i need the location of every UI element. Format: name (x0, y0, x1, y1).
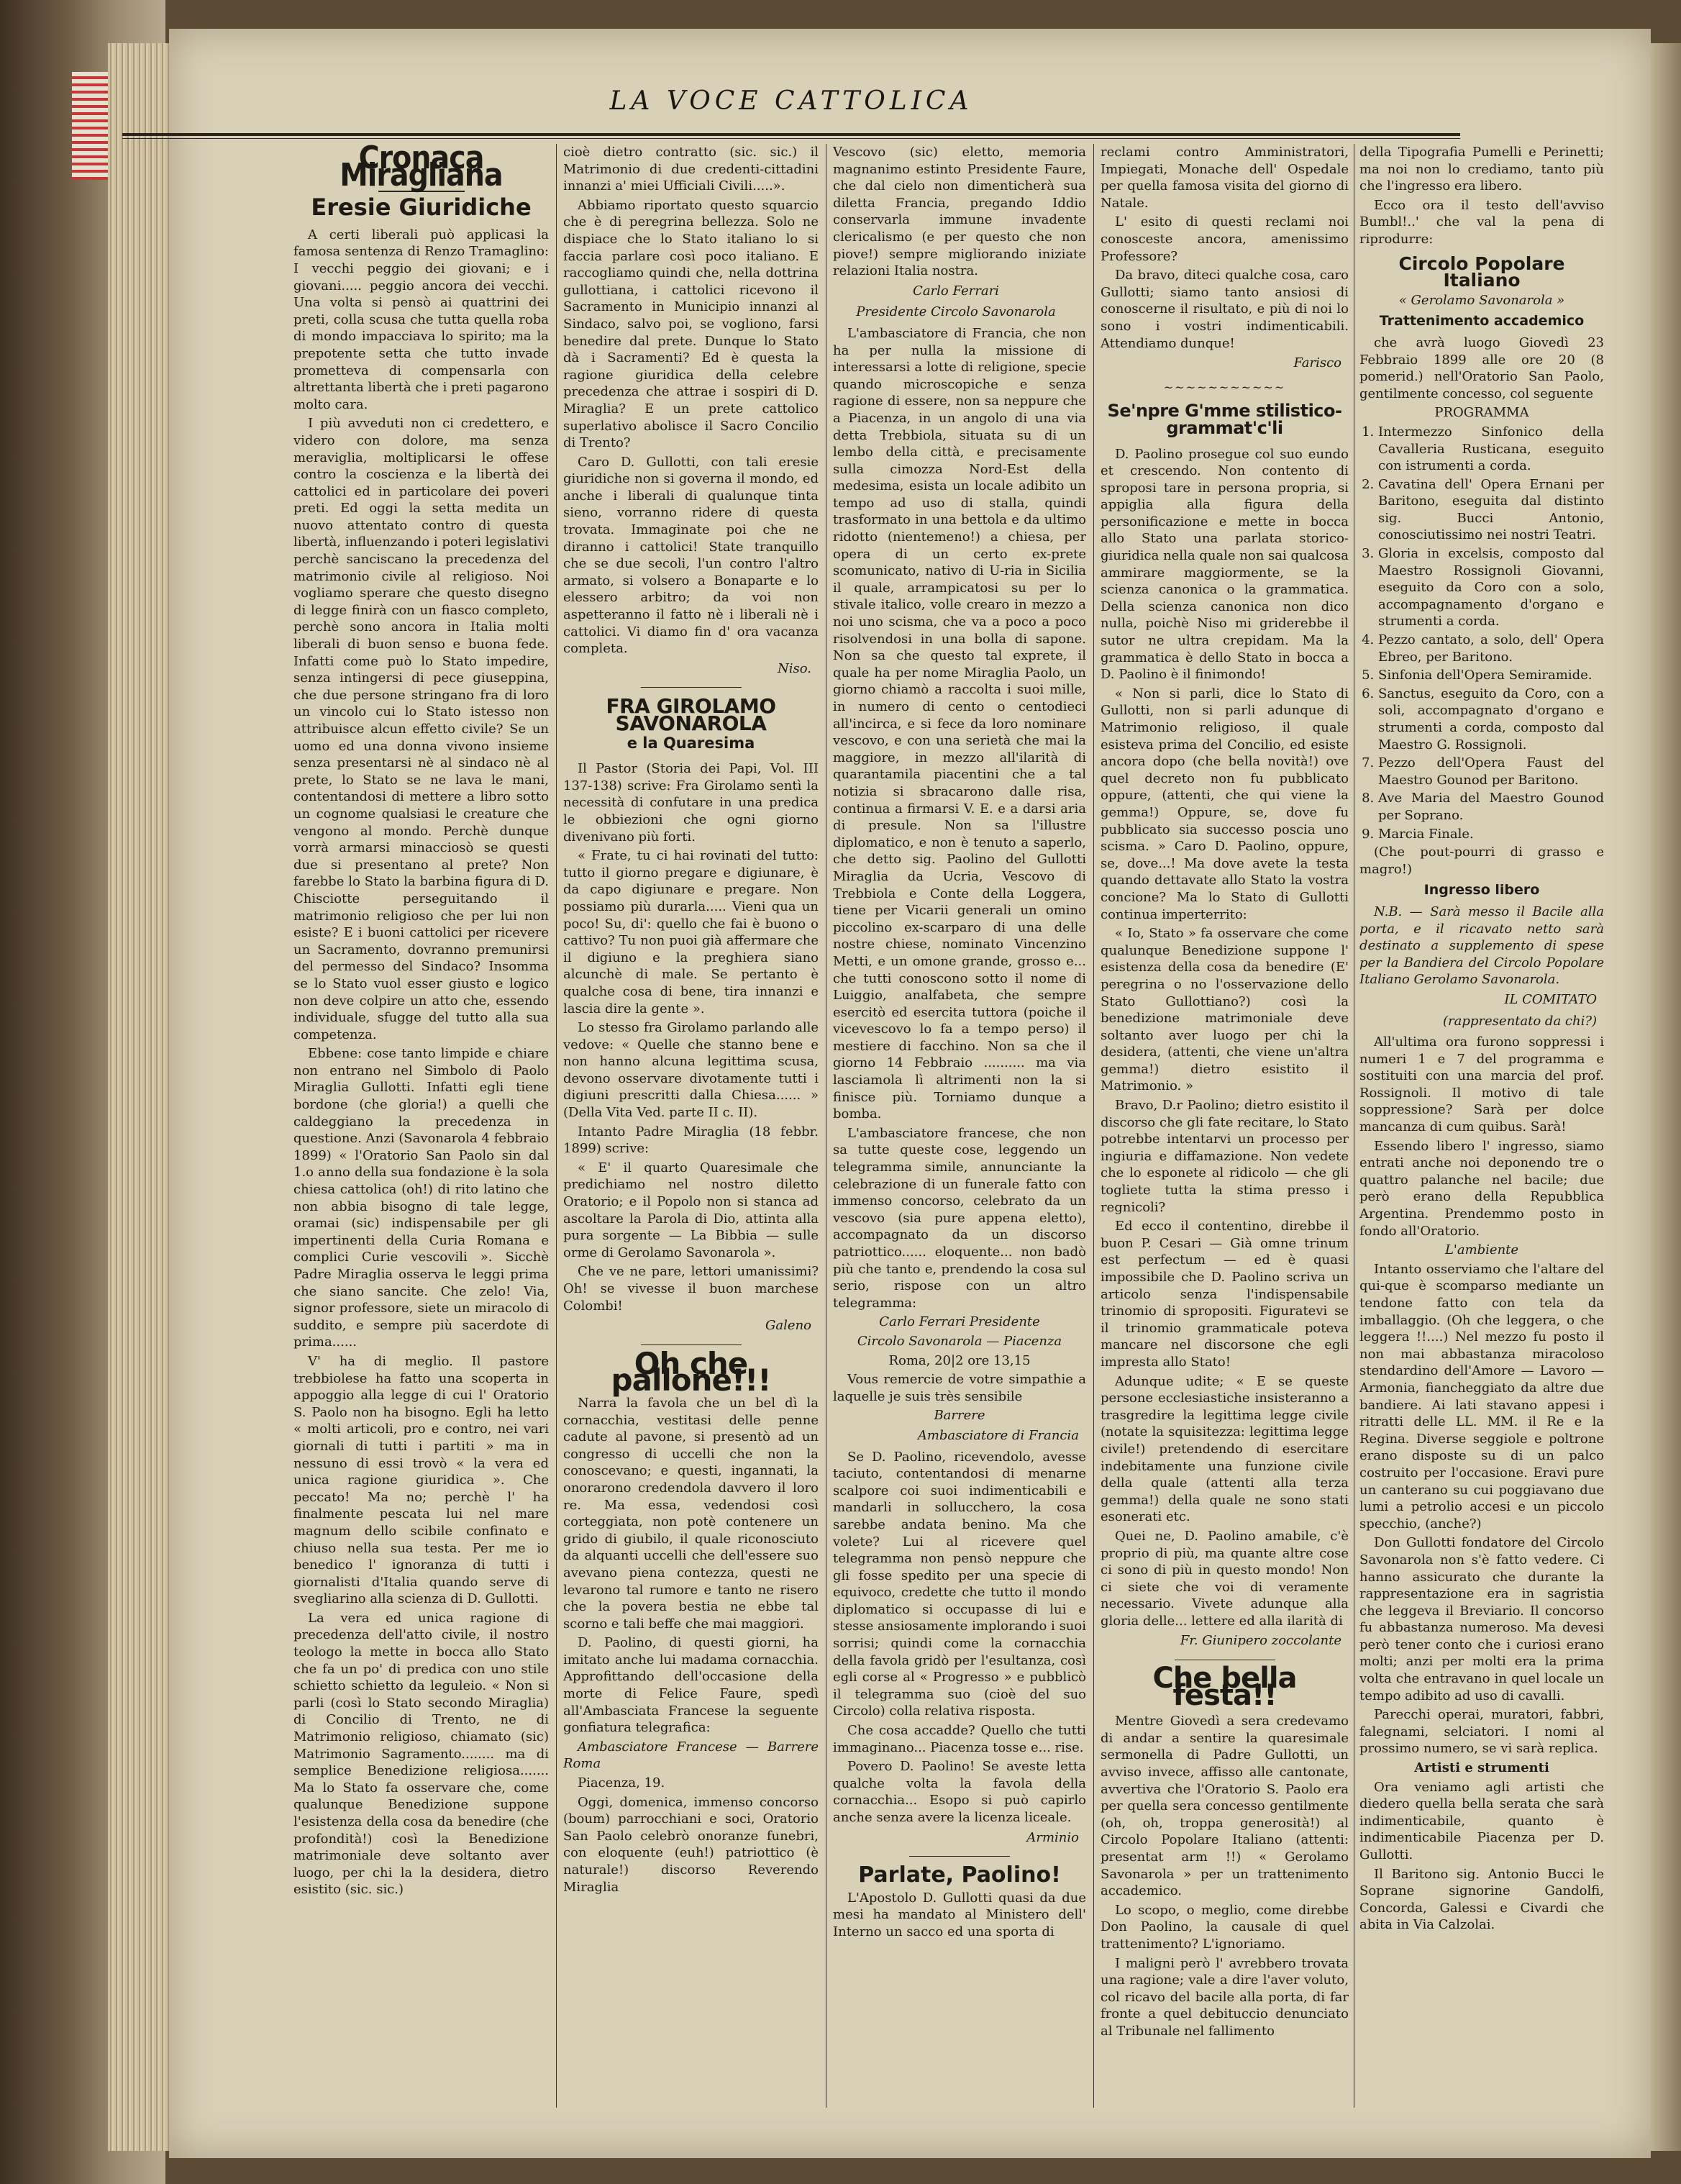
program-item: 7. Pezzo dell'Opera Faust del Maestro Gounod per Baritono. (1378, 755, 1604, 788)
paragraph: Narra la favola che un bel dì la cornacchia, vestitasi delle penne cadute al pavone, si presentò ad un congresso di uccelli che non la conoscevano; e questi, ingannati, la onorarono credendola davvero il loro re. Ma essa, vedendosi così corteggiata, non potè contenere un grido di giubilo, il quale riconosciuto da alquanti uccelli che dell'essere suo avevano piena contezza, questi ne levarono tal rumore e tanto ne risero che la povera bestia ne ebbe tal scorno e tali beffe che mai maggiori. (563, 1395, 819, 1632)
paragraph: L'ambasciatore francese, che non sa tutte queste cose, leggendo un telegramma simile, annunciante la celebrazione di un funerale fatto con immenso concorso, celebrato da un vescovo (sia pure appena eletto), accompagnato da un discorso patriottico...... eloquente... non badò più che tanto e, prendendo la cosa sul serio, rispose con un altro telegramma: (833, 1125, 1086, 1311)
paragraph: Adunque udite; « E se queste persone ecclesiastiche insisteranno a trasgredire la legittima legge civile (notate la squisitezza: legittima legge civile!) pretendendo di esercitare indebitamente una funzione civile della quale (attenti alla terza gemma!) della quale ne sono stati esonerati etc. (1101, 1373, 1349, 1525)
paragraph: D. Paolino prosegue col suo eundo et crescendo. Non contento di sproposi tare in persona propria, si appiglia alla figura della personificazione e mette in bocca allo Stato una parlata storico-giuridica nella quale non sai qualcosa ammirare maggiormente, se la scienza canonica o la grammatica. Della scienza canonica non dico nulla, poichè Niso mi griderebbe il sutor ne ultra crepidam. Ma la grammatica è dello Stato in bocca a D. Paolino è il finimondo! (1101, 446, 1349, 683)
paragraph: Lo stesso fra Girolamo parlando alle vedove: « Quelle che stanno bene e non hanno alcuna legittima scusa, devono osservare divotamente tutti i digiuni prescritti dalla Chiesa...... » (Della Vita Ved. parte II c. II). (563, 1020, 819, 1121)
article-title: Cronaca Miragliana (340, 144, 503, 194)
telegram-line: Circolo Savonarola — Piacenza (857, 1333, 1062, 1349)
telegram-address: Ambasciatore Francese — Barrere Roma (563, 1739, 819, 1772)
article-subtitle: Eresie Giuridiche (311, 194, 532, 222)
paragraph: Povero D. Paolino! Se aveste letta qualche volta la favola della cornacchia... Esopo si può capirlo anche senza avere la licenza liceale. (833, 1759, 1086, 1825)
article-title: Oh che pallone!!! (611, 1345, 771, 1398)
program-list (1359, 424, 1604, 842)
article-title: Che bella festa!! (1152, 1662, 1297, 1712)
paragraph: I più avveduti non ci credettero, e videro con dolore, ma senza meraviglia, moltiplicarsi le offese contro la coscienza e la libertà dei cattolici ed in particolare dei poveri preti. Ed oggi la setta medita un nuovo attentato contro di questa libertà, influenzando i poteri legislativi perchè sanciscano la precedenza del matrimonio civile al religioso. Noi vogliamo sperare che questo disegno di legge finirà con un fiasco completo, perchè sono ancora in Italia molti liberali di buon senso e buona fede. Infatti come può lo Stato impedire, senza intingersi di pece giuseppina, che due persone stringano fra di loro un vincolo cui lo Stato istesso non attribuisce alcun effetto civile? Se un uomo ed una donna vivono insieme senza presentarsi nè al sindaco nè al prete, lo Stato se ne lava le mani, contentandosi di mettere a libro sotto un cognome qualsiasi le creature che vengono al mondo. Perchè dunque vorrà armarsi minacciosò se questi due si presentano al prete? Non farebbe lo Stato la barbina figura di D. Chisciotte perseguitando il matrimonio religioso che per lui non esiste? E i buoni cattolici per ricevere un Sacramento, dovranno premunirsi del permesso del Sindaco? Insomma se lo Stato vuol esser giusto e logico non deve colpire un atto che, essendo individuale, sfugge del tutto alla sua competenza. (293, 416, 549, 1042)
paragraph: N.B. — Sarà messo il Bacile alla porta, e il ricavato netto sarà destinato a supplemento di spese per la Bandiera del Circolo Popolare Italiano Gerolamo Savonarola. (1359, 904, 1604, 988)
column-4 (1101, 144, 1349, 2108)
paragraph: I maligni però l' avrebbero trovata una ragione; vale a dire l'aver voluto, col ricavo del bacile alla porta, di far fronte a quel debituccio denunciato al Tribunale nel fallimento (1101, 1955, 1349, 2039)
page-edges (108, 43, 173, 2151)
paragraph: Bravo, D.r Paolino; dietro esistito il discorso che gli fate recitare, lo Stato potrebbe intentarvi un processo per ingiuria e diffamazione. Non vedete che lo esponete al ridicolo — che gli togliete tutta la stima presso i regnicoli? (1101, 1098, 1349, 1215)
paragraph: Intanto osserviamo che l'altare del qui-que è scomparso mediante un tendone fatto con tela da imballaggio. (Oh che leggera, o che leggera !!....) Nel mezzo fu posto il non mai abbastanza miracoloso stendardino dell'Amore — Lavoro — Armonia, fiancheggiato da altre due bandiere. Ai lati stavano appesi i ritratti delle LL. MM. il Re e la Regina. Diverse seggiole e poltrone erano disposte su di un palco costruito per l'occasione. Eravi pure un canterano su cui poggiavano due lumi a petrolio accesi e un piccolo specchio, (anche?) (1359, 1261, 1604, 1532)
paragraph: Quei ne, D. Paolino amabile, c'è proprio di più, ma quante altre cose ci sono di più in questo mondo! Non ci siete che voi di veramente necessario. Vivete adunque alla gloria delle... lettere ed alla ilarità di (1101, 1528, 1349, 1629)
article-title: FRA GIROLAMO SAVONAROLA (606, 694, 776, 735)
paragraph: Vescovo (sic) eletto, memoria magnanimo estinto Presidente Faure, che dal cielo non dimenticherà sua diletta Francia, pregando Iddio conservarla immune invadente clericalismo (e per questo che non piove!) sempre migliorando iniziate relazioni Italia nostra. (833, 145, 1086, 279)
signature: Carlo Ferrari (913, 283, 999, 299)
notice-title: Circolo Popolare Italiano (1398, 252, 1565, 291)
signature-title: Presidente Circolo Savonarola (856, 304, 1056, 320)
paragraph: Lo scopo, o meglio, come direbbe Don Paolino, la causale di quel trattenimento? L'ignoriamo. (1101, 1902, 1349, 1952)
paragraph: Essendo libero l' ingresso, siamo entrati anche noi deponendo tre o quattro palanche nel bacile; due però erano della Repubblica Argentina. Prendemmo posto in fondo all'Oratorio. (1359, 1138, 1604, 1239)
program-title: PROGRAMMA (1434, 405, 1529, 421)
paragraph: Da bravo, diteci qualche cosa, caro Gullotti; siamo tanto ansiosi di conoscerne il risultato, e più di noi lo sono i vostri indimenticabili. Attendiamo dunque! (1101, 268, 1349, 351)
paragraph: Ecco ora il testo dell'avviso Bumbl!..' che val la pena di riprodurre: (1359, 197, 1604, 247)
column-rule (556, 144, 557, 2108)
article-title: Parlate, Paolino! (858, 1862, 1061, 1888)
program-item: 3. Gloria in excelsis, composto dal Maestro Rossignoli Giovanni, eseguito da Coro con a solo, accompagnamento d'organo e strumenti a corda. (1378, 545, 1604, 630)
paragraph: Se D. Paolino, ricevendolo, avesse taciuto, contentandosi di menarne scalpore coi suoi indimenticabili e mandarli in sollucchero, la cosa sarebbe andata benino. Ma che volete? Lui al ricevere quel telegramma non pensò neppure che gli fosse spedito per una specie di equivoco, credette che tutto il mondo diplomatico si occupasse di lui e stesse ansiosamente implorando i suoi sorrisi; quindi come la cornacchia della favola gridò per l'esultanza, così egli corse al « Progresso » e pubblicò il telegramma suo (cioè del suo Circolo) colla relativa risposta. (833, 1449, 1086, 1719)
paragraph: Intanto Padre Miraglia (18 febbr. 1899) scrive: (563, 1124, 819, 1157)
paragraph: Ed ecco il contentino, direbbe il buon P. Cesari — Già omne trinum est perfectum — ed è quasi impossibile che D. Paolino scriva un articolo senza l'indispensabile trinomio di spropositi. Figuratevi se il trinomio grammaticale poteva mancare nel discorsone che egli impresta allo Stato! (1101, 1219, 1349, 1370)
paragraph: Che ve ne pare, lettori umanissimi? Oh! se vivesse il buon marchese Colombi! (563, 1264, 819, 1314)
paragraph: « Non si parli, dice lo Stato di Gullotti, non si parli adunque di Matrimonio religioso, il quale esisteva prima del Concilio, ed esiste ancora dopo (che bella novità!) ove quel decreto non fu pubblicato oppure, (attenti, che qui viene la gemma!) Oppure, se, dove fu pubblicato sia successo poscia uno scisma. » Caro D. Paolino, oppure, se, dove...! Ma dove avete la testa quando dettavate allo Stato la vostra concione? Ma lo Stato di Gullotti continua imperterrito: (1101, 686, 1349, 922)
paragraph: La vera ed unica ragione di precedenza dell'atto civile, il nostro teologo la mette in bocca allo Stato che fa un po' di predica con uno stile schietto schietto da leguleio. « Non si parli (così lo Stato secondo Miraglia) di Concilio di Trento, ne di Matrimonio religioso, chiamato (sic) Matrimonio Sagramento........ ma di semplice Benedizione religiosa....... Ma lo Stato fa osservare che, come qualunque Benedizione suppone l'esistenza della cosa da benedire (che profondità!) così la Benedizione matrimoniale deve soltanto aver luogo, per chi la la desidera, dietro esistito (sic. sic.) (293, 1610, 549, 1898)
telegram-line: Carlo Ferrari Presidente (879, 1314, 1040, 1330)
section-heading: Ingresso libero (1423, 882, 1540, 898)
paragraph: All'ultima ora furono soppressi i numeri 1 e 7 del programma e sostituiti con una marcia del prof. Rossignoli. Il motivo di tale soppressione? Sarà per dolce mancanza di cum quibus. Sarà! (1359, 1034, 1604, 1135)
section-heading: Artisti e strumenti (1414, 1760, 1549, 1776)
program-item: 2. Cavatina dell' Opera Ernani per Baritono, eseguita dal distinto sig. Bucci Antonio, conosciutissimo nei nostri Teatri. (1378, 476, 1604, 544)
signature: IL COMITATO (1504, 991, 1597, 1007)
section-heading: L'ambiente (1444, 1242, 1519, 1258)
signature: Arminio (1026, 1829, 1079, 1845)
telegram-line: Roma, 20|2 ore 13,15 (888, 1352, 1031, 1368)
program-item: 9. Marcia Finale. (1378, 826, 1604, 843)
article-subtitle: e la Quaresima (627, 734, 755, 752)
paragraph: Che cosa accadde? Quello che tutti immaginano... Piacenza tosse e... rise. (833, 1723, 1086, 1755)
paragraph: Il Baritono sig. Antonio Bucci le Soprane signorine Gandolfi, Concorda, Galessi e Civardi che abita in Via Calzolai. (1359, 1866, 1604, 1933)
paragraph: che avrà luogo Giovedì 23 Febbraio 1899 alle ore 20 (8 pomerid.) nell'Oratorio San Paolo, gentilmente concesso, col seguente (1359, 335, 1604, 401)
paragraph: « Io, Stato » fa osservare che come qualunque Benedizione suppone l' esistenza della cosa da benedire (E' peregrina o no l'osservazione dello Stato Gullottiano?) così la benedizione matrimoniale deve soltanto aver luogo per chi la desidera, (attenti, che viene un'altra gemma!) dietro esistito il Matrimonio. » (1101, 926, 1349, 1094)
telegram-line: Vous remercie de votre simpathie a laquelle je suis très sensibile (833, 1372, 1086, 1404)
paragraph: V' ha di meglio. Il pastore trebbiolese ha fatto una scoperta in appoggio alla legge di cui l' Oratorio S. Paolo non ha bisogno. Egli ha letto « molti articoli, pro e contro, nei vari giornali di tutti i partiti » ma in nessuno di essi trovò « la vera ed unica ragione giuridica ». Che peccato! Ma no; perchè l' ha finalmente pescata lui nel mare magnum dello scibile confinato e chiuso nella sua testa. Per me io benedico l' ignoranza di tutti i giornalisti d'Italia quando serve di svegliarino alla scienza di D. Gullotti. (293, 1353, 549, 1607)
divider (909, 1856, 1010, 1857)
column-2 (563, 144, 819, 2108)
paragraph: Il Pastor (Storia dei Papi, Vol. III 137-138) scrive: Fra Girolamo sentì la necessità di confutare in una predica le obbiezioni che ogni giorno divenivano più forti. (563, 761, 819, 845)
paragraph: « E' il quarto Quaresimale che predichiamo nel nostro diletto Oratorio; e il Popolo non si stanca ad ascoltare la Parola di Dio, attinta alla pura sorgente — La Bibbia — sulle orme di Gerolamo Savonarola ». (563, 1160, 819, 1260)
paragraph: Ora veniamo agli artisti che diedero quella bella serata che sarà indimenticabile, quanto è indimenticabile Piacenza per D. Gullotti. (1359, 1779, 1604, 1862)
telegram-place: Piacenza, 19. (578, 1775, 665, 1791)
program-item: 6. Sanctus, eseguito da Coro, con a soli, accompagnato d'organo e strumenti a corda, composto dal Maestro G. Rossignoli. (1378, 686, 1604, 753)
paragraph: L'ambasciatore di Francia, che non ha per nulla la missione di interessarsi a lotte di religione, specie quando microscopiche e senza ragione di essere, non sa neppure che a Piacenza, in un angolo di una via detta Trebbiola, situata su di un lembo della città, e precisamente sulla cimozza Nord-Est della medesima, esista un locale adibito un tempo ad uso di stalla, quindi trasformato in una bettola e da ultimo ridotto (nientemeno!) a chiesa, per opera di un certo ex-prete scomunicato, nativo di U-ria in Sicilia il quale, arrampicatosi su per lo stivale italico, volle crearo in mezzo a noi uno scisma, che va a poco a poco risolvendosi in una bolla di sapone. Non sa che questo tal exprete, il quale ha per nome Miraglia Paolo, un giorno chiamò a raccolta i suoi mille, in numero di cento o centodieci all'incirca, e si fece da loro nominare vescovo, e con una serietà che mai la maggiore, in mezzo all'ilarità di quarantamila piacentini che a tal notizia si sbracarono dalle risa, continua a firmarsi V. E. e a darsi aria di presule. Non sa l'illustre diplomatico, e non è tenuto a saperlo, che detto sig. Paolino del Gullotti Miraglia da Ucria, Vescovo di Trebbiola e Conte della Loggera, tiene per Vicarii generali un omino piccolino ex-scarparo di una delle nostre chiese, nominato Vincenzino Metti, e un omone grande, grosso e... che tutti conoscono sotto il nome di Luiggio, analfabeta, che sempre esercitò ed esercita tuttora (poiche il vicevescovo lo fa a tempo perso) il mestiere di facchino. Non sa che il giorno 14 Febbraio .......... ma via lasciamola lì altrimenti non la si finisce più. Torniamo dunque a bomba. (833, 325, 1086, 1122)
column-3 (833, 144, 1086, 2108)
signature: Galeno (765, 1318, 811, 1334)
telegram-line: Ambasciatore di Francia (917, 1427, 1079, 1443)
column-5 (1359, 144, 1604, 2108)
program-item: 8. Ave Maria del Maestro Gounod per Soprano. (1378, 790, 1604, 824)
paragraph: Parecchi operai, muratori, fabbri, falegnami, selciatori. I nomi al prossimo numero, se vi sarà replica. (1359, 1707, 1604, 1757)
paragraph: A certi liberali può applicasi la famosa sentenza di Renzo Tramaglino: I vecchi peggio dei giovani; e i giovani..... peggio ancora dei vecchi. Una volta si pensò ai quattrini dei preti, colla scusa che tutta quella roba di mondo impacciava lo spirito; ma la prepotente setta che tutto invade prometteva di compensarla con altrettanta libertà che i preti pagarono molto cara. (293, 227, 549, 412)
paragraph: Caro D. Gullotti, con tali eresie giuridiche non si governa il mondo, ed anche i liberali di qualunque tinta sieno, vorranno ridere di questa trovata. Immaginate poi che ne diranno i cattolici! State tranquillo che se due secoli, l'un contro l'altro armato, si volsero a Bonaparte e lo elessero arbitro; da voi non aspetteranno il fatto nè i liberali nè i cattolici. Vi diamo fin d' ora vacanza completa. (563, 454, 819, 657)
paragraph: « Frate, tu ci hai rovinati del tutto: tutto il giorno pregare e digiunare, è da capo digiunare e pregare. Non possiamo più durarla..... Vieni qua un poco! Su, di': quello che fai è buono o cattivo? Tu non puoi già affermare che il digiuno e la preghiera siano alcunchè di male. Se pertanto è qualche cosa di bene, tira innanzi e lascia dire la gente ». (563, 848, 819, 1016)
signature: Farisco (1293, 355, 1341, 371)
article-title: Se'npre G'mme stilistico-grammat'c'li (1107, 401, 1342, 438)
signature: Fr. Giunipero zoccolante (1180, 1633, 1341, 1649)
program-item: 4. Pezzo cantato, a solo, dell' Opera Ebreo, per Baritono. (1378, 632, 1604, 665)
column-1 (293, 144, 549, 2108)
facing-page-edge (1651, 43, 1681, 2151)
signature: Niso. (778, 660, 811, 676)
program-item: 1. Intermezzo Sinfonico della Cavalleria Rusticana, eseguito con istrumenti a corda. (1378, 424, 1604, 475)
paragraph: Ebbene: cose tanto limpide e chiare non entrano nel Simbolo di Paolo Miraglia Gullotti. Infatti egli tiene bordone (che gloria!) a quelli che caldeggiano la precedenza in questione. Anzi (Savonarola 4 febbraio 1899) « l'Oratorio San Paolo sin dal 1.o anno della sua fondazione è la sola chiesa cattolica (oh!) di rito latino che non abbia bisogno di tale legge, oramai (sic) indispensabile per gli impertinenti della Curia Romana e complici Curie vescovili ». Sicchè Padre Miraglia osserva le leggi prima che siano sancite. Che zelo! Via, signor professore, siete un miracolo di suddito, e sempre più sacerdote di prima...... (293, 1046, 549, 1350)
paragraph: cioè dietro contratto (sic. sic.) il Matrimonio di due credenti-cittadini innanzi a' miei Ufficiali Civili.....». (563, 145, 819, 194)
paragraph: reclami contro Amministratori, Impiegati, Monache dell' Ospedale per quella famosa visita del giorno di Natale. (1101, 145, 1349, 211)
paragraph: Mentre Giovedì a sera credevamo di andar a sentire la quaresimale sermonella di Padre Gullotti, un avviso invece, affisso alle cantonate, avvertiva che l'Oratorio S. Paolo era per quella sera concesso gentilmente (oh, oh, troppa generosità!) al Circolo Popolare Italiano (attenti: presentat arm !!) « Gerolamo Savonarola » per un trattenimento accademico. (1101, 1714, 1349, 1899)
paragraph: L' esito di questi reclami noi conosceste ancora, amenissimo Professore? (1101, 214, 1349, 264)
paragraph: (Che pout-pourri di grasso e magro!) (1359, 845, 1604, 877)
paragraph: della Tipografia Pumelli e Perinetti; ma noi non lo crediamo, tanto più che l'ingresso era libero. (1359, 145, 1604, 194)
paragraph: D. Paolino, di questi giorni, ha imitato anche lui madama cornacchia. Approfittando dell'occasione della morte di Felice Faure, spedì all'Ambasciata Francese la seguente gonfiatura telegrafica: (563, 1635, 819, 1736)
masthead-rule (122, 133, 1460, 139)
signature-note: (rappresentato da chi?) (1443, 1013, 1597, 1029)
paragraph: Oggi, domenica, immenso concorso (boum) parrocchiani e soci, Oratorio San Paolo celebrò onoranze funebri, con eloquente (euh!) patriottico (è naturale!) discorso Reverendo Miraglia (563, 1794, 819, 1895)
divider (641, 687, 742, 688)
paragraph: Abbiamo riportato questo squarcio che è di peregrina bellezza. Solo ne dispiace che lo Stato italiano lo si faccia parlare così poco italiano. E raccogliamo quindi che, nella dottrina gullottiana, i cattolici ricevono il Sacramento in Municipio innanzi al Sindaco, salvo poi, se vogliono, farsi benedire dal prete. Dunque lo Stato dà i Sacramenti? Ed è questa la ragione giuridica della celebre precedenza che attrae i sospiri di D. Miraglia? E un prete cattolico superlativo abolisce il Sacro Concilio di Trento? (563, 197, 819, 451)
notice-subtitle: « Gerolamo Savonarola » (1398, 292, 1565, 308)
masthead-title: LA VOCE CATTOLICA (609, 86, 973, 116)
program-item: 5. Sinfonia dell'Opera Semiramide. (1378, 667, 1604, 684)
paragraph: Don Gullotti fondatore del Circolo Savonarola non s'è fatto vedere. Ci hanno assicurato che durante la rappresentazione era in sagristia che leggeva il Breviario. Il concorso fu abbastanza numeroso. Ma devesi però tener conto che i curiosi erano molti; anzi per molti era la prima volta che entravano in quel locale un tempo adibito ad uso di cavalli. (1359, 1535, 1604, 1703)
column-rule (1093, 144, 1094, 2108)
ornament-divider: ~~~~~~~~~~~ (1163, 380, 1286, 394)
paragraph: L'Apostolo D. Gullotti quasi da due mesi ha mandato al Ministero dell' Interno un sacco ed una sporta di (833, 1890, 1086, 1939)
telegram-line: Barrere (934, 1408, 985, 1424)
notice-subtitle: Trattenimento accademico (1379, 313, 1585, 329)
divider (641, 1344, 742, 1345)
